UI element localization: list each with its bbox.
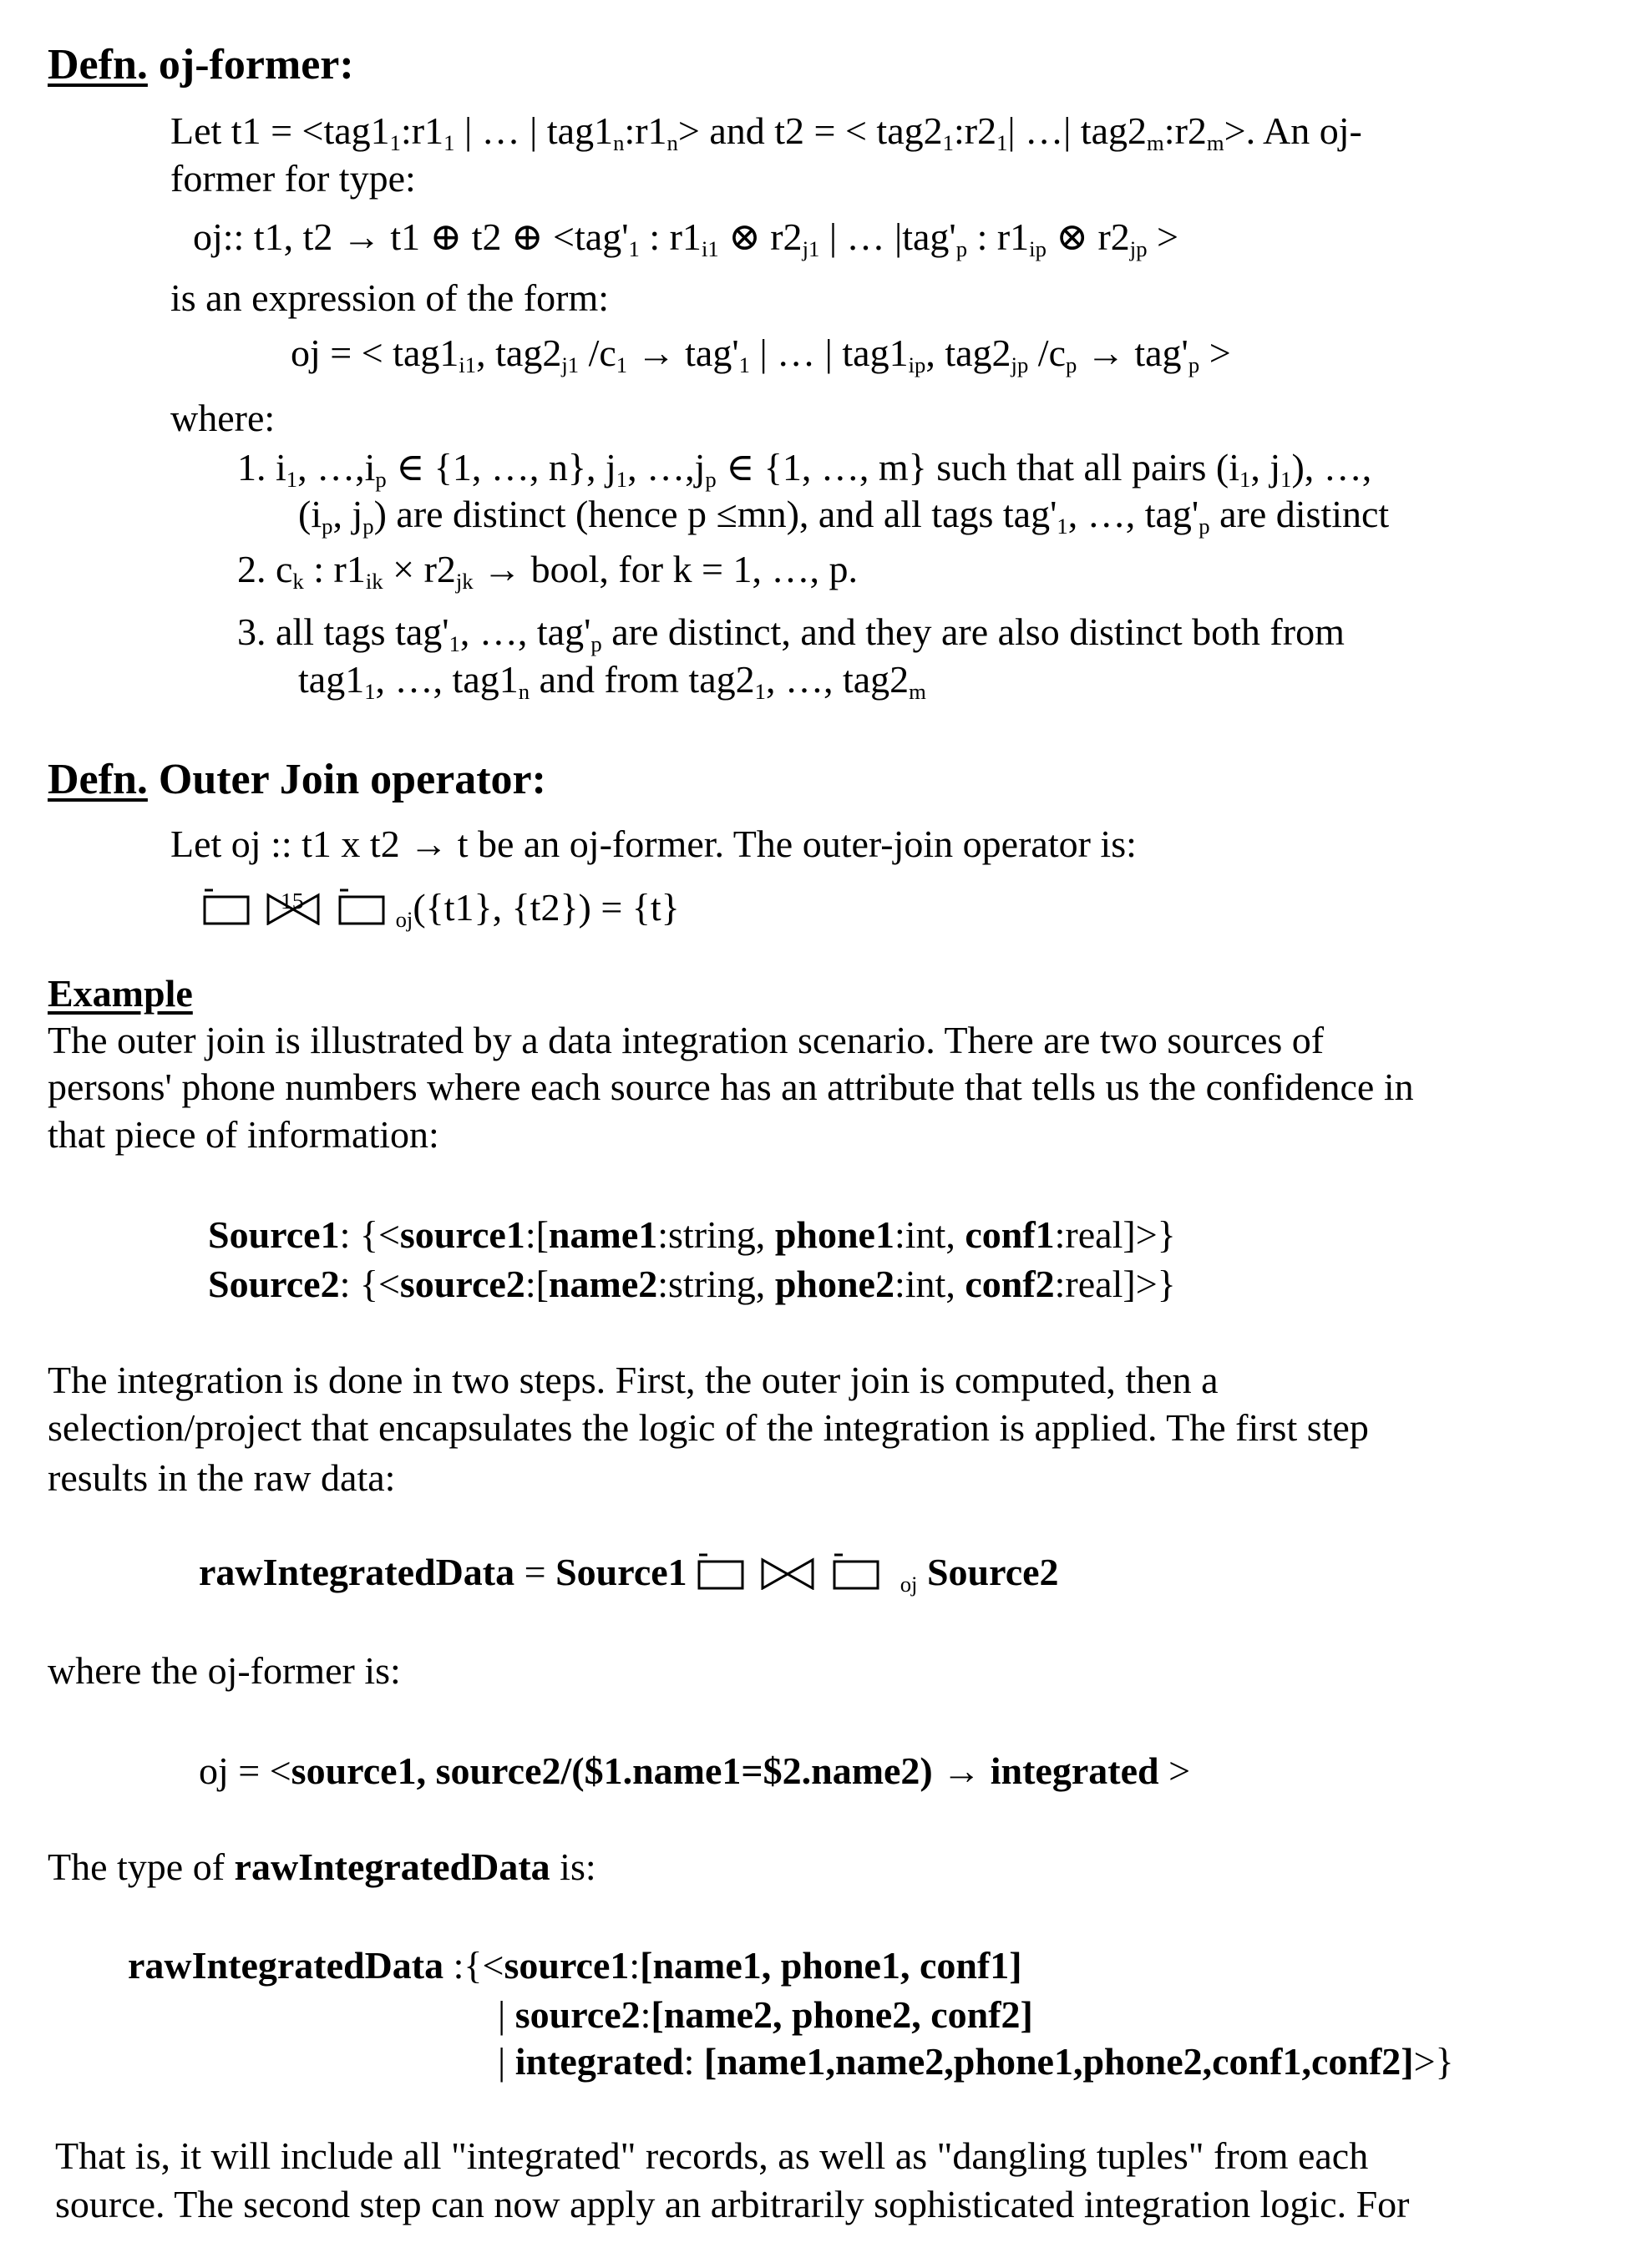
- example-para-3: [48, 1110, 439, 1160]
- subscript: 1: [755, 679, 766, 704]
- subscript: p: [705, 467, 716, 492]
- text-segment: [917, 1551, 927, 1593]
- subscript: p: [956, 236, 967, 261]
- where-oj-former-line: [48, 1646, 401, 1696]
- text-segment: :[: [525, 1213, 549, 1256]
- text-segment: → tag': [1077, 332, 1188, 374]
- type-line: [48, 1842, 596, 1892]
- example-para-2: [48, 1062, 1414, 1112]
- oj-former-example: [199, 1746, 1190, 1796]
- text-segment: former for type:: [170, 157, 416, 200]
- text-segment: phone1: [775, 1213, 894, 1256]
- text-segment: tag1: [298, 658, 364, 701]
- text-segment: The integration is done in two steps. First, the outer join is computed, then a: [48, 1359, 1219, 1401]
- subscript: ip: [1029, 236, 1047, 261]
- subscript: i1: [459, 352, 476, 377]
- text-segment: That is, it will include all "integrated" records, as well as "dangling tuples" from each: [55, 2134, 1368, 2177]
- text-segment: oj = <: [199, 1749, 291, 1792]
- text-segment: source1: [400, 1213, 525, 1256]
- subscript: j1: [803, 236, 820, 261]
- subscript: k: [292, 569, 303, 594]
- subscript: 1: [739, 352, 750, 377]
- text-segment: :: [629, 1944, 640, 1987]
- text-segment: :[: [525, 1263, 549, 1305]
- text-segment: :r1: [624, 109, 666, 152]
- text-segment: rawIntegratedData: [199, 1551, 514, 1593]
- text-segment: : r1: [304, 548, 366, 590]
- text-segment: , j: [332, 493, 362, 535]
- text-segment: name2: [549, 1263, 657, 1305]
- integration-para-1: [48, 1355, 1219, 1405]
- text-segment: source. The second step can now apply an arbitrarily sophisticated integration logic. For: [55, 2183, 1409, 2225]
- oj-expression: [291, 328, 1231, 390]
- subscript: n: [613, 130, 624, 155]
- text-segment: Source1: [555, 1551, 687, 1593]
- subscript: ip: [909, 352, 926, 377]
- former-for-type-line: [170, 154, 416, 204]
- text-segment: : {<: [340, 1263, 400, 1305]
- text-segment: [name1,name2,phone1,phone2,conf1,conf2]: [704, 2040, 1414, 2083]
- text-segment: /c: [1028, 332, 1066, 374]
- text-segment: results in the raw data:: [48, 1456, 395, 1499]
- text-segment: name1: [549, 1213, 657, 1256]
- subscript: p: [590, 631, 601, 656]
- text-segment: rawIntegratedData: [128, 1944, 443, 1987]
- text-segment: phone2: [775, 1263, 894, 1305]
- subscript: jp: [1130, 236, 1148, 261]
- subscript: p: [1188, 352, 1199, 377]
- defn-outer-join-heading: [48, 755, 546, 805]
- text-segment: source2: [515, 1993, 641, 2036]
- subscript: oj: [396, 907, 413, 932]
- text-segment: selection/project that encapsulates the logic of the integration is applied. The first step: [48, 1406, 1369, 1449]
- text-segment: ) are distinct (hence p ≤mn), and all tags tag': [374, 493, 1057, 535]
- subscript: 1: [628, 236, 639, 261]
- text-segment: source1: [504, 1944, 629, 1987]
- text-segment: integrated: [515, 2040, 684, 2083]
- text-segment: :: [684, 2040, 704, 2083]
- let-oj-line: [170, 819, 1137, 869]
- text-segment: , tag2: [476, 332, 561, 374]
- oj-type-signature: [193, 212, 1178, 274]
- text-segment: ({t1}, {t2}) = {t}: [413, 886, 679, 929]
- text-segment: Example: [48, 972, 193, 1015]
- text-segment: : {<: [340, 1213, 400, 1256]
- text-segment: >: [1199, 332, 1230, 374]
- defn-oj-former-heading: [48, 40, 354, 90]
- text-segment: ∈ {1, …, m} such that all pairs (i: [717, 446, 1239, 489]
- text-segment: The outer join is illustrated by a data integration scenario. There are two sources of: [48, 1019, 1324, 1061]
- text-segment: 3. all tags tag': [237, 610, 449, 653]
- outer-join-symbol-icon: [696, 1552, 892, 1602]
- subscript: 1: [286, 467, 297, 492]
- source1-schema: [208, 1210, 1176, 1260]
- subscript: 1: [616, 467, 627, 492]
- text-segment: , …,i: [297, 446, 375, 489]
- subscript: p: [1066, 352, 1077, 377]
- text-segment: Source2: [927, 1551, 1059, 1593]
- source2-schema: [208, 1259, 1176, 1309]
- subscript: n: [667, 130, 678, 155]
- text-segment: rawIntegratedData: [235, 1845, 550, 1888]
- subscript: jp: [1011, 352, 1029, 377]
- text-segment: :r1: [401, 109, 443, 152]
- text-segment: /c: [579, 332, 616, 374]
- text-segment: source1, source2/($1.name1=$2.name2) → integrated: [291, 1749, 1159, 1792]
- text-segment: :real]>}: [1055, 1263, 1176, 1305]
- text-segment: Source2: [208, 1263, 340, 1305]
- text-segment: :string,: [657, 1213, 775, 1256]
- subscript: n: [519, 679, 530, 704]
- text-segment: ⊗ r2: [1047, 215, 1130, 258]
- subscript: m: [909, 679, 926, 704]
- text-segment: :r2: [1164, 109, 1207, 152]
- subscript: 1: [449, 631, 460, 656]
- type-def-1: [128, 1941, 1022, 1991]
- text-segment: =: [514, 1551, 555, 1593]
- subscript: 1: [1057, 514, 1067, 539]
- text-segment: 1. i: [237, 446, 286, 489]
- text-segment: are distinct: [1210, 493, 1390, 535]
- text-segment: ), …,: [1291, 446, 1371, 489]
- subscript: p: [322, 514, 332, 539]
- text-segment: Let oj :: t1 x t2 → t be an oj-former. The outer-join operator is:: [170, 823, 1137, 865]
- text-segment: >. An oj-: [1224, 109, 1362, 152]
- subscript: 1: [1239, 467, 1250, 492]
- text-segment: :r2: [954, 109, 996, 152]
- text-segment: , tag2: [925, 332, 1011, 374]
- text-segment: |: [498, 1993, 515, 2036]
- text-segment: [name2, phone2, conf2]: [651, 1993, 1032, 2036]
- text-segment: oj:: t1, t2 → t1 ⊕ t2 ⊕ <tag': [193, 215, 628, 258]
- subscript: 1: [443, 130, 454, 155]
- text-segment: × r2: [383, 548, 456, 590]
- subscript: m: [1147, 130, 1164, 155]
- text-segment: :string,: [657, 1263, 775, 1305]
- text-segment: [name1, phone1, conf1]: [640, 1944, 1021, 1987]
- text-segment: are distinct, and they are also distinct both from: [602, 610, 1345, 653]
- text-segment: > and t2 = < tag2: [678, 109, 943, 152]
- subscript: 1: [364, 679, 375, 704]
- conclusion-para-1: [55, 2131, 1368, 2181]
- text-segment: | … |tag': [819, 215, 955, 258]
- subscript: p: [1199, 514, 1209, 539]
- subscript: 1: [943, 130, 954, 155]
- text-segment: , …,j: [627, 446, 705, 489]
- text-segment: >: [1148, 215, 1178, 258]
- example-heading: [48, 969, 193, 1019]
- text-segment: Defn.: [48, 41, 148, 89]
- text-segment: , …, tag2: [766, 658, 909, 701]
- raw-integrated-data-formula: [199, 1547, 1059, 1609]
- text-segment: Let t1 = <tag1: [170, 109, 390, 152]
- text-segment: (i: [298, 493, 322, 535]
- text-segment: :int,: [894, 1263, 965, 1305]
- text-segment: conf1: [965, 1213, 1054, 1256]
- text-segment: , …, tag1: [376, 658, 519, 701]
- condition-2: [237, 544, 858, 606]
- text-segment: :real]>}: [1055, 1213, 1176, 1256]
- where-line: [170, 393, 275, 443]
- text-segment: ∈ {1, …, n}, j: [387, 446, 616, 489]
- subscript: j1: [561, 352, 579, 377]
- subscript: 1: [1280, 467, 1291, 492]
- text-segment: conf2: [965, 1263, 1054, 1305]
- text-segment: , …, tag': [460, 610, 591, 653]
- text-segment: The type of: [48, 1845, 235, 1888]
- text-segment: where the oj-former is:: [48, 1649, 401, 1692]
- text-segment: that piece of information:: [48, 1113, 439, 1156]
- text-segment: is an expression of the form:: [170, 276, 609, 319]
- text-segment: | … | tag1: [750, 332, 909, 374]
- type-def-2: [498, 1990, 1033, 2040]
- text-segment: | … | tag1: [454, 109, 613, 152]
- example-para-1: [48, 1015, 1324, 1066]
- text-segment: ⊗ r2: [719, 215, 803, 258]
- subscript: 1: [616, 352, 627, 377]
- subscript: jk: [456, 569, 474, 594]
- text-segment: , j: [1250, 446, 1280, 489]
- text-segment: persons' phone numbers where each source has an attribute that tells us the confidence in: [48, 1066, 1414, 1108]
- text-segment: : r1: [967, 215, 1029, 258]
- text-segment: >: [1159, 1749, 1190, 1792]
- text-segment: → bool, for k = 1, …, p.: [474, 548, 858, 590]
- outer-join-operator-formula: [193, 876, 680, 944]
- expression-form-line: [170, 273, 609, 323]
- text-segment: → tag': [627, 332, 739, 374]
- subscript: oj: [900, 1572, 918, 1597]
- text-segment: is:: [550, 1845, 596, 1888]
- condition-1-b: [298, 489, 1389, 551]
- text-segment: | …| tag2: [1007, 109, 1147, 152]
- subscript: 1: [996, 130, 1007, 155]
- subscript: i1: [702, 236, 719, 261]
- text-segment: >}: [1414, 2040, 1454, 2083]
- text-segment: : r1: [640, 215, 702, 258]
- subscript: m: [1207, 130, 1224, 155]
- text-segment: :int,: [894, 1213, 965, 1256]
- text-segment: oj = < tag1: [291, 332, 459, 374]
- text-segment: |: [498, 2040, 515, 2083]
- text-segment: source2: [400, 1263, 525, 1305]
- text-segment: Outer Join operator:: [148, 756, 546, 803]
- text-segment: :{<: [443, 1944, 504, 1987]
- subscript: 1: [390, 130, 401, 155]
- subscript: ik: [366, 569, 383, 594]
- type-def-3: [498, 2037, 1454, 2087]
- integration-para-3: [48, 1453, 395, 1503]
- text-segment: Defn.: [48, 756, 148, 803]
- text-segment: :: [641, 1993, 651, 2036]
- text-segment: , …, tag': [1068, 493, 1199, 535]
- text-segment: 2. c: [237, 548, 292, 590]
- text-segment: where:: [170, 397, 275, 439]
- condition-3-b: [298, 655, 926, 716]
- subscript: p: [375, 467, 386, 492]
- subscript: p: [362, 514, 373, 539]
- text-segment: oj-former:: [148, 41, 354, 89]
- integration-para-2: [48, 1403, 1369, 1453]
- text-segment: 15: [281, 888, 304, 914]
- text-segment: and from tag2: [530, 658, 755, 701]
- conclusion-para-2: [55, 2179, 1409, 2230]
- text-segment: Source1: [208, 1213, 340, 1256]
